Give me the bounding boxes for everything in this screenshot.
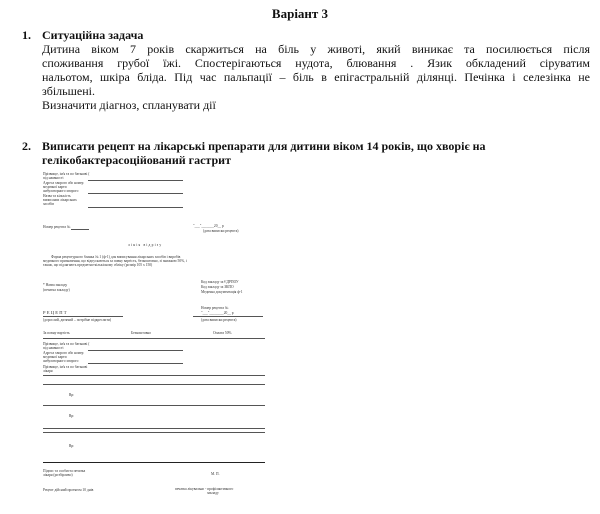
form-line xyxy=(43,462,265,463)
form-line xyxy=(43,384,265,385)
task-2 xyxy=(22,139,590,167)
form-text: "___"_______20__ р xyxy=(193,224,224,228)
form-text: Медична документація ф-1 xyxy=(201,290,243,294)
task-1-line: Визначити діагноз, спланувати дії xyxy=(42,98,216,112)
form-text: Прізвище, ім'я та по батькові ( xyxy=(43,342,90,346)
form-text: лікаря xyxy=(43,369,53,373)
form-line xyxy=(71,229,89,230)
form-text: амбулаторного хворого xyxy=(43,189,79,193)
form-text: М. П. xyxy=(211,472,220,476)
form-text: Код закладу за ЄДРПОУ xyxy=(201,280,239,284)
form-line xyxy=(43,375,265,376)
task-1-number: 1. xyxy=(22,28,31,42)
form-line xyxy=(193,316,263,317)
variant-title: Варіант 3 xyxy=(271,6,329,21)
form-text: виписаних лікарських xyxy=(43,198,77,202)
task-2-number: 2. xyxy=(22,139,31,153)
form-text: також, що підлягають предметно-кількісному обліку (розмір 105 х 150) xyxy=(43,263,153,267)
task-1-line: збільшені. xyxy=(42,84,95,98)
recipe-heading: РЕЦЕПТ xyxy=(43,310,68,315)
cut-line-label: лінія відрізу xyxy=(128,243,163,247)
task-1-line: споживання грубої їжі. Спостерігаються нудота, блювання . Язик обкладений сіруватим xyxy=(42,56,590,70)
form-text: медичної карти xyxy=(43,355,67,359)
task-1 xyxy=(22,28,590,112)
form-text: медичного призначення, що відпускаються за повну вартість, безкоштовно, зі знижкою 50%, і xyxy=(43,259,187,263)
form-line xyxy=(88,180,183,181)
form-text: закладу xyxy=(207,491,219,495)
form-line xyxy=(43,428,265,429)
task-2-heading: Виписати рецепт на лікарські препарати для дитини віком 14 років, що хворіє на xyxy=(42,139,486,153)
form-text: Номер рецепта № xyxy=(43,225,71,229)
form-text: Код закладу за ЗКПО xyxy=(201,285,234,289)
form-text: Рецепт дійсний протягом 10 днів xyxy=(43,488,94,492)
form-line xyxy=(88,207,183,208)
form-text: Адреса хворого або номер xyxy=(43,351,84,355)
form-text: Адреса хворого або номер xyxy=(43,181,84,185)
form-text: Прізвище, ім'я та по батькові ( xyxy=(43,172,90,176)
task-1-line: Дитина віком 7 років скаржиться на біль у животі, який виникає та посилюється після xyxy=(42,42,590,56)
form-text: (печатка закладу) xyxy=(43,288,70,292)
form-text: За повну вартість xyxy=(43,331,70,335)
form-text: Підпис та особиста печатка xyxy=(43,469,86,473)
rp-label: Rp: xyxy=(69,444,75,448)
prescription-form xyxy=(43,170,268,505)
task-1-heading: Ситуаційна задача xyxy=(42,28,144,42)
form-line xyxy=(43,338,265,339)
form-line xyxy=(43,316,123,317)
form-text: * Назва закладу xyxy=(43,283,68,287)
form-text: (дата виписки рецепта) xyxy=(201,318,237,322)
form-text: під наявності xyxy=(43,176,64,180)
form-line xyxy=(88,363,183,364)
form-text: Оплата 50% xyxy=(213,331,232,335)
form-text: Безкоштовно xyxy=(131,331,151,335)
form-text: печатка лікувально - профілактичного xyxy=(175,487,234,491)
form-line xyxy=(43,405,265,406)
task-2-heading: гелікобактерасоційований гастрит xyxy=(42,153,231,167)
form-text: Прізвище, ім'я та по батькові xyxy=(43,365,88,369)
form-text: засобів xyxy=(43,202,54,206)
form-text: "___"________20__ р xyxy=(201,311,234,315)
form-line xyxy=(43,432,265,433)
form-text: (дата виписки рецепта) xyxy=(203,229,239,233)
rp-label: Rp: xyxy=(69,393,75,397)
form-text: медичної карти xyxy=(43,185,67,189)
form-line xyxy=(88,193,183,194)
form-text: під наявності xyxy=(43,346,64,350)
form-text: (дорослий, дитячий – потрібне підкреслити) xyxy=(43,318,112,322)
form-text: лікаря (розбірливо) xyxy=(43,473,73,477)
form-text: амбулаторного хворого xyxy=(43,359,79,363)
form-text: Назва та кількість xyxy=(43,194,71,198)
task-1-line: нальотом, шкіра бліда. Під час пальпації – біль в епігастральній ділянці. Печінка і селезінка не xyxy=(42,70,590,84)
form-text: Номер рецепта № xyxy=(201,306,229,310)
rp-label: Rp: xyxy=(69,414,75,418)
form-line xyxy=(88,350,183,351)
form-text: Форма рецептурного бланка № 1 (ф-1) для виписування лікарських засобів і виробів xyxy=(51,255,181,259)
